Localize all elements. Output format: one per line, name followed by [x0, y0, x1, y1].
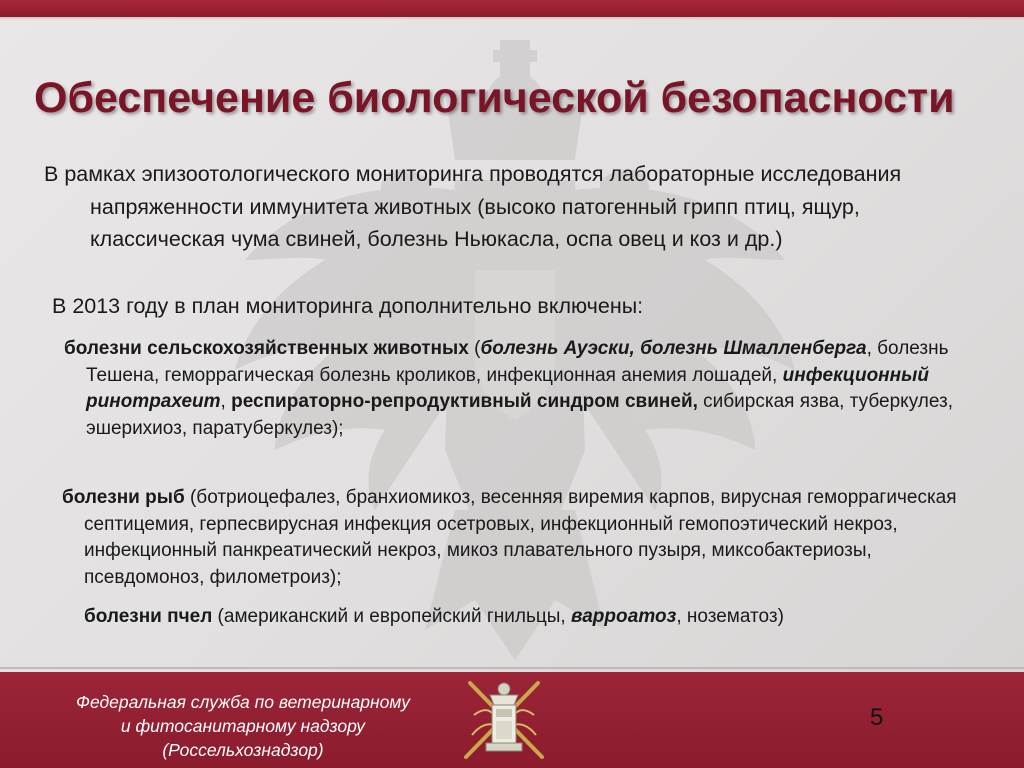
agency-emblem-icon	[458, 675, 550, 763]
intro-paragraph	[44, 158, 984, 256]
bees-heading: болезни пчел	[84, 606, 213, 627]
top-bar	[0, 0, 1024, 17]
bee-diseases-item: болезни пчел (американский и европейский гнильцы, варроатоз, нозематоз)	[84, 606, 784, 627]
intro-text: В рамках эпизоотологического мониторинга проводятся лабораторные исследования напряженности иммунитета животных (высоко патогенный грипп птиц, ящур, классическая чума свиней, болезнь Ньюкасла, оспа овец и коз и др.)	[44, 162, 902, 251]
fish-diseases-item: болезни рыб (ботриоцефалез, бранхиомикоз, весенняя виремия карпов, вирусная геморрагическая септицемия, герпесвирусная инфекция осетровых, инфекционный гемопоэтический некроз, инфекционный панкреатический некроз, микоз плавательного пузыря, миксобактериозы, псевдомоноз, филометроиз);	[62, 487, 957, 588]
agency-name: Федеральная служба по ветеринарному и фитосанитарному надзору (Россельхознадзор)	[76, 692, 410, 760]
monitoring-2013-paragraph: В 2013 году в план мониторинга дополнительно включены:	[52, 294, 644, 318]
fish-heading: болезни рыб	[62, 487, 185, 508]
page-number: 5	[870, 704, 884, 731]
livestock-heading: болезни сельскохозяйственных животных	[64, 338, 469, 359]
livestock-diseases-item: болезни сельскохозяйственных животных (болезнь Ауэски, болезнь Шмалленберга, болезнь Тешена, геморрагическая болезнь кроликов, инфекционная анемия лошадей, инфекционный ринотрахеит, респираторно-репродуктивный синдром свиней, сибирская язва, туберкулез, эшерихиоз, паратуберкулез);	[64, 338, 953, 439]
page-title: Обеспечение биологической безопасности	[34, 74, 955, 122]
footer-divider	[0, 667, 1024, 669]
